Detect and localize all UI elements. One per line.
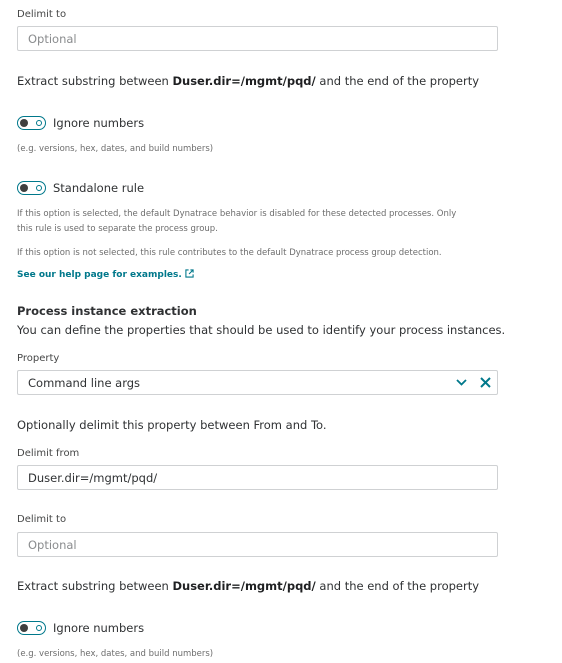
property-select[interactable] [17, 370, 498, 395]
delimit-hint: Optionally delimit this property between From and To. [17, 418, 327, 432]
delimit-from-input[interactable] [17, 465, 498, 490]
process-instance-title: Process instance extraction [17, 304, 197, 318]
property-label: Property [17, 353, 60, 364]
extract-substring-text: Extract substring between Duser.dir=/mgmt/pqd/ and the end of the property [17, 74, 480, 88]
external-link-icon [185, 269, 194, 278]
standalone-rule-label: Standalone rule [53, 181, 145, 195]
toggle-knob [20, 184, 28, 192]
chevron-down-icon[interactable] [456, 378, 467, 387]
standalone-info-not-selected: If this option is not selected, this rule contributes to the default Dynatrace process group detection. [17, 248, 442, 258]
delimit-to-input[interactable] [17, 26, 498, 51]
ignore-numbers-label: Ignore numbers [53, 621, 145, 635]
toggle-off-indicator [36, 185, 42, 191]
help-page-link[interactable]: See our help page for examples. [17, 269, 194, 280]
ignore-numbers-toggle[interactable] [17, 116, 46, 130]
standalone-info-line1: If this option is selected, the default Dynatrace behavior is disabled for these detected processes. Only [17, 209, 457, 219]
delimit-from-label: Delimit from [17, 448, 80, 459]
delimit-to-label: Delimit to [17, 9, 67, 20]
delimit-to-input[interactable] [17, 532, 498, 557]
standalone-rule-toggle[interactable] [17, 181, 46, 195]
property-select-value: Command line args [28, 375, 141, 390]
extract-substring-text: Extract substring between Duser.dir=/mgmt/pqd/ and the end of the property [17, 579, 480, 593]
ignore-numbers-hint: (e.g. versions, hex, dates, and build numbers) [17, 144, 214, 154]
delimit-to-label: Delimit to [17, 514, 67, 525]
ignore-numbers-label: Ignore numbers [53, 116, 145, 130]
ignore-numbers-hint: (e.g. versions, hex, dates, and build numbers) [17, 649, 214, 659]
close-icon[interactable] [480, 377, 491, 388]
toggle-off-indicator [36, 625, 42, 631]
toggle-knob [20, 119, 28, 127]
toggle-off-indicator [36, 120, 42, 126]
toggle-knob [20, 624, 28, 632]
ignore-numbers-toggle[interactable] [17, 621, 46, 635]
standalone-info-line2: this rule is used to separate the process group. [17, 224, 218, 234]
process-instance-description: You can define the properties that should be used to identify your process instances. [17, 323, 506, 337]
